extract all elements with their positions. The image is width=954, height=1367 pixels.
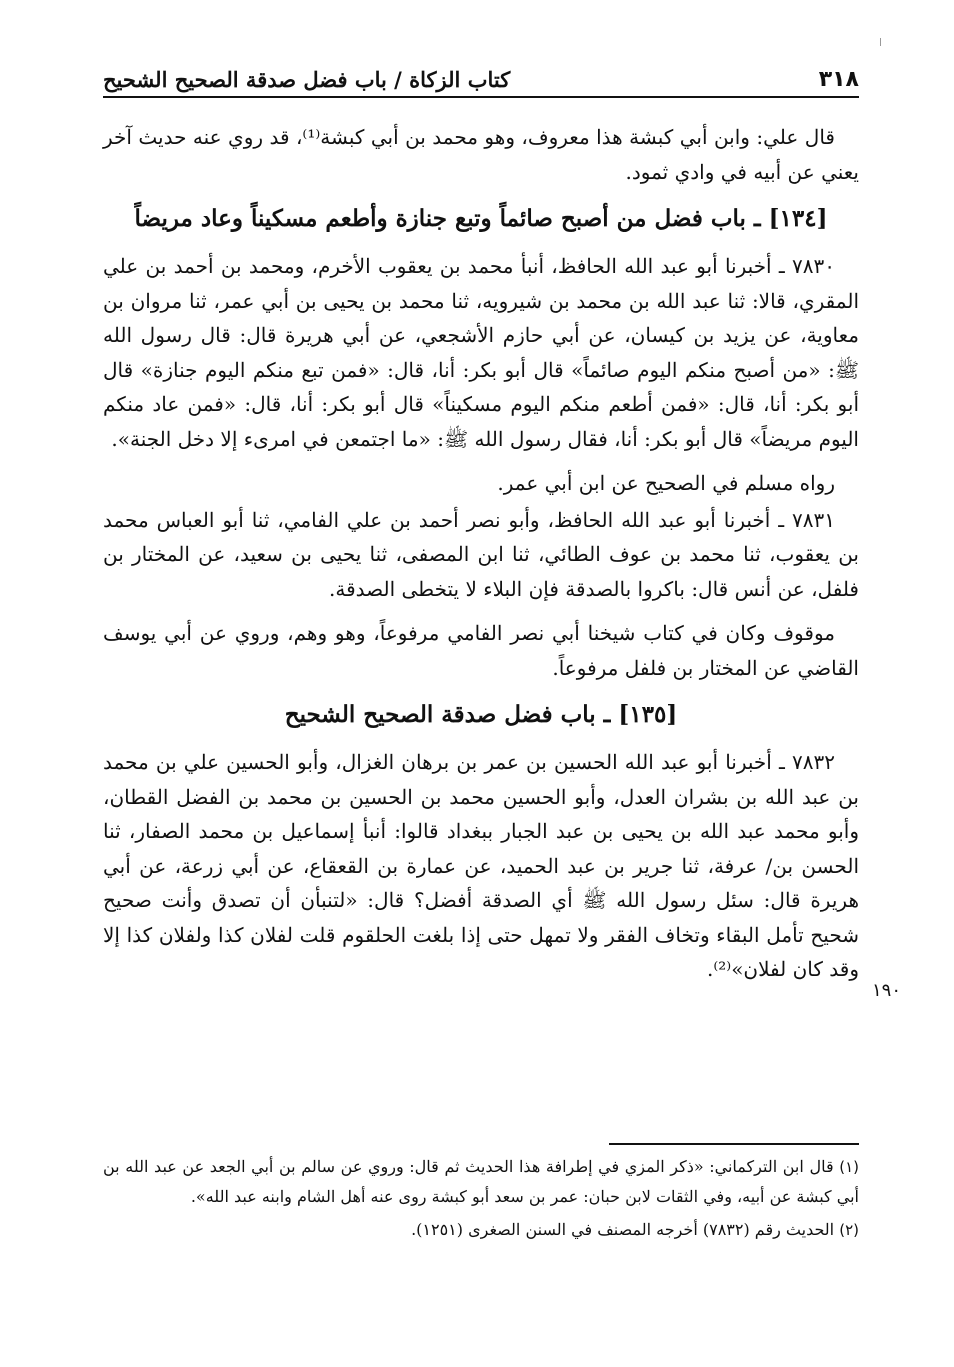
footnote-1-number: (١) bbox=[839, 1158, 859, 1176]
footnote-2-text: الحديث رقم (٧٨٣٢) أخرجه المصنف في السنن الصغرى (١٢٥١). bbox=[411, 1220, 835, 1239]
paragraph-mawquf-note: موقوف وكان في كتاب شيخنا أبي نصر الفامي مرفوعاً، وهو وهم، وروي عن أبي يوسف القاضي عن المختار بن فلفل مرفوعاً. bbox=[103, 621, 859, 680]
chapter-heading-134: [١٣٤] ـ باب فضل من أصبح صائماً وتبع جنازة وأطعم مسكيناً وعاد مريضاً bbox=[134, 205, 828, 232]
footnote-1-text: قال ابن التركماني: «ذكر المزي في إطرافة هذا الحديث ثم قال: وروي عن سالم بن أبي الجعد عن عبد الله بن أبي كبشة عن أبيه، وفي الثقات لابن حبان: عمر بن سعد أبو كبشة روى عنه أهل الشام وابنه عبد الله». bbox=[103, 1157, 859, 1206]
margin-manuscript-ref: ١٩٠ bbox=[872, 980, 902, 1001]
paragraph-muslim-note: رواه مسلم في الصحيح عن ابن أبي عمر. bbox=[497, 471, 835, 495]
page-tick-mark bbox=[880, 38, 881, 46]
running-title: كتاب الزكاة / باب فضل صدقة الصحيح الشحيح bbox=[103, 67, 511, 92]
footnote-1 bbox=[103, 1152, 859, 1211]
hadith-7830: ٧٨٣٠ ـ أخبرنا أبو عبد الله الحافظ، أنبأ محمد بن يعقوب الأخرم، ومحمد بن أحمد بن علي المقري، قالا: ثنا عبد الله بن محمد بن شيرويه، ثنا محمد بن يحيى بن أبي عمر، ثنا مروان بن معاوية، عن يزيد بن كيسان، عن أبي حازم الأشجعي، عن أبي هريرة قال: قال رسول الله ﷺ: «من أصبح منكم اليوم صائماً» قال أبو بكر: أنا، قال: «فمن تبع منكم اليوم جنازة» قال أبو بكر: أنا، قال: «فمن أطعم منكم اليوم مسكيناً» قال أبو بكر: أنا، قال: «فمن عاد منكم اليوم مريضاً» قال أبو بكر: أنا، فقال رسول الله ﷺ: «ما اجتمعن في امرىء إلا دخل الجنة». bbox=[103, 254, 859, 451]
hadith-7831: ٧٨٣١ ـ أخبرنا أبو عبد الله الحافظ، وأبو نصر أحمد بن علي الفامي، ثنا أبو العباس محمد بن يعقوب، ثنا محمد بن عوف الطائي، ثنا ابن المصفى، ثنا يحيى بن سعيد، عن المختار بن فلفل، عن أنس قال: باكروا بالصدقة فإن البلاء لا يتخطى الصدقة. bbox=[103, 507, 859, 601]
paragraph-ali-note: قال علي: وابن أبي كبشة هذا معروف، وهو محمد بن أبي كبشة⁽¹⁾، قد روي عنه حديث آخر يعني عن أبيه في وادي ثمود. bbox=[103, 125, 859, 184]
footnotes bbox=[103, 1152, 859, 1249]
main-text bbox=[103, 120, 859, 989]
footnote-divider bbox=[609, 1143, 859, 1145]
footnote-2-number: (٢) bbox=[839, 1221, 859, 1239]
hadith-7832: ٧٨٣٢ ـ أخبرنا أبو عبد الله الحسين بن عمر بن برهان الغزال، وأبو الحسين علي بن محمد بن عبد الله بن بشران العدل، وأبو الحسين محمد بن الحسين بن محمد بن الفضل القطان، وأبو محمد عبد الله بن يحيى بن عبد الجبار ببغداد قالوا: أنبأ إسماعيل بن محمد الصفار، ثنا الحسن بن/ عرفة، ثنا جرير بن عبد الحميد، عن عمارة بن القعقاع، عن أبي زرعة، عن أبي هريرة قال: سئل رسول الله ﷺ أي الصدقة أفضل؟ قال: «لتنبأن أن تصدق وأنت صحيح شحيح تأمل البقاء وتخاف الفقر ولا تمهل حتى إذا بلغت الحلقوم قلت لفلان كذا ولفلان كذا إلا وقد كان لفلان»⁽²⁾. bbox=[103, 750, 859, 981]
chapter-heading-135: [١٣٥] ـ باب فضل صدقة الصحيح الشحيح bbox=[284, 701, 678, 728]
footnote-2 bbox=[103, 1215, 859, 1245]
running-head bbox=[103, 62, 859, 98]
page-number: ٣١٨ bbox=[818, 67, 859, 92]
